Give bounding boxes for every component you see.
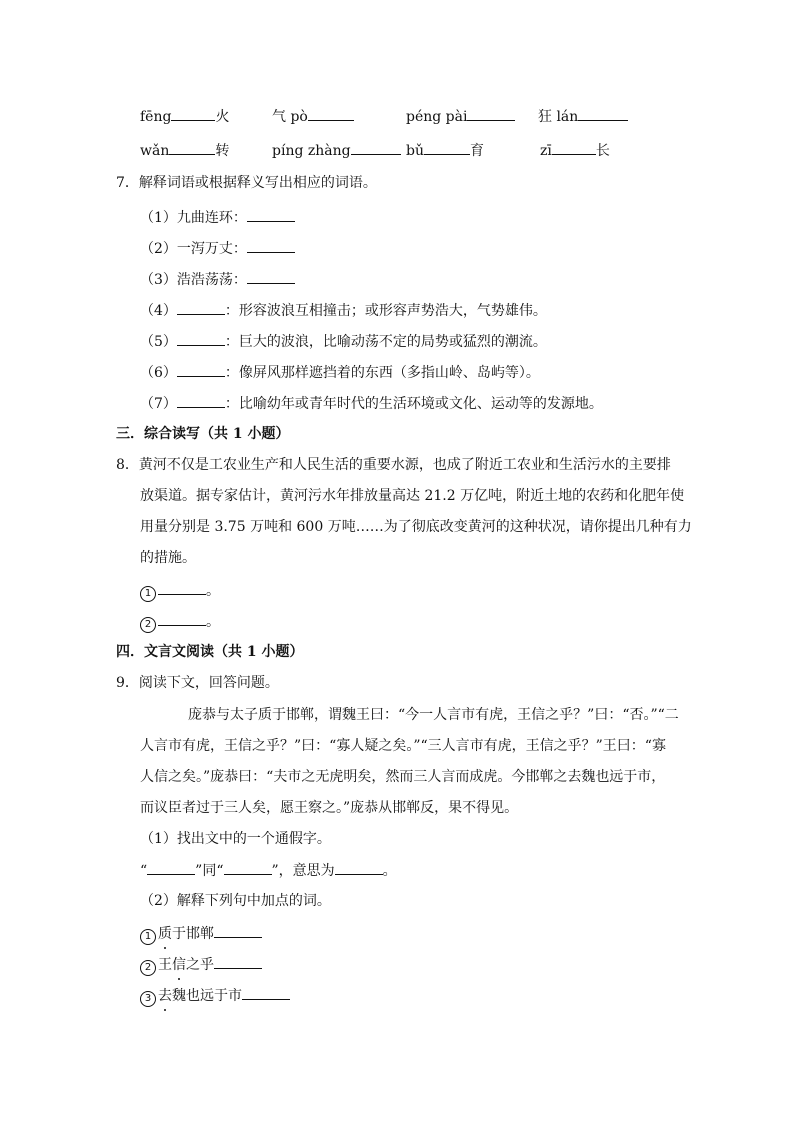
answer-blank[interactable] bbox=[224, 860, 272, 875]
q8-answer: 2 。 bbox=[140, 611, 220, 633]
pinyin-item: fēng 火 bbox=[140, 106, 229, 127]
q7-item: （5） ：巨大的波浪，比喻动荡不定的局势或猛烈的潮流。 bbox=[140, 331, 547, 352]
answer-blank[interactable] bbox=[467, 106, 515, 121]
dotted-character: 信 bbox=[172, 957, 186, 973]
q8-answer: 1 。 bbox=[140, 580, 220, 602]
circled-number: 1 bbox=[140, 586, 156, 602]
answer-blank[interactable] bbox=[578, 106, 628, 121]
pinyin-item: wǎn 转 bbox=[140, 140, 229, 161]
answer-blank[interactable] bbox=[177, 393, 225, 408]
answer-blank[interactable] bbox=[214, 954, 262, 969]
answer-blank[interactable] bbox=[247, 207, 295, 222]
pinyin-item: zī 长 bbox=[540, 140, 610, 161]
answer-blank[interactable] bbox=[308, 106, 354, 121]
answer-blank[interactable] bbox=[177, 362, 225, 377]
q9-sub2-item: 1 质于邯郸 bbox=[140, 923, 262, 945]
section-4-heading: 四．文言文阅读（共 1 小题） bbox=[116, 644, 304, 660]
answer-blank[interactable] bbox=[177, 300, 225, 315]
circled-number: 3 bbox=[140, 991, 156, 1007]
answer-blank[interactable] bbox=[552, 140, 596, 155]
answer-blank[interactable] bbox=[177, 331, 225, 346]
q7-item: （3）浩浩荡荡： bbox=[140, 269, 295, 290]
answer-blank[interactable] bbox=[351, 140, 401, 155]
passage-line: 庞恭与太子质于邯郸，谓魏王曰：“今一人言市有虎，王信之乎？”曰：“否。”“二 bbox=[188, 707, 679, 723]
passage-line: 人言市有虎，王信之乎？”曰：“寡人疑之矣。”“三人言市有虎，王信之乎？”王曰：“寡 bbox=[140, 738, 666, 754]
q8-line: 的措施。 bbox=[140, 550, 196, 566]
pinyin-item: 气 pò bbox=[272, 106, 354, 127]
passage-line: 人信之矣。”庞恭曰：“夫市之无虎明矣，然而三人言而成虎。今邯郸之去魏也远于市， bbox=[140, 769, 666, 785]
q7-item: （7） ：比喻幼年或青年时代的生活环境或文化、运动等的发源地。 bbox=[140, 393, 603, 414]
answer-blank[interactable] bbox=[247, 269, 295, 284]
dotted-character: 质 bbox=[158, 926, 172, 942]
circled-number: 1 bbox=[140, 929, 156, 945]
dotted-character: 去 bbox=[158, 988, 172, 1004]
passage-line: 而议臣者过于三人矣，愿王察之。”庞恭从邯郸反，果不得见。 bbox=[140, 800, 519, 816]
answer-blank[interactable] bbox=[158, 580, 206, 595]
q9-sub2-title: （2）解释下列句中加点的词。 bbox=[140, 893, 331, 909]
question-7-title: 7．解释词语或根据释义写出相应的词语。 bbox=[116, 175, 377, 191]
answer-blank[interactable] bbox=[424, 140, 470, 155]
section-3-heading: 三．综合读写（共 1 小题） bbox=[116, 426, 290, 442]
q7-item: （4） ：形容波浪互相撞击；或形容声势浩大，气势雄伟。 bbox=[140, 300, 547, 321]
q8-line: 放渠道。据专家估计，黄河污水年排放量高达 21.2 万亿吨，附近土地的农药和化肥年使 bbox=[140, 488, 685, 504]
q9-sub1-title: （1）找出文中的一个通假字。 bbox=[140, 831, 331, 847]
q7-item: （6） ：像屏风那样遮挡着的东西（多指山岭、岛屿等）。 bbox=[140, 362, 540, 383]
q9-sub1-answer: “ ”同“ ”，意思为 。 bbox=[140, 860, 397, 881]
pinyin-item: péng pài bbox=[406, 106, 515, 127]
q8-line: 用量分别是 3.75 万吨和 600 万吨……为了彻底改变黄河的这种状况，请你提出几种有力 bbox=[140, 519, 692, 535]
circled-number: 2 bbox=[140, 960, 156, 976]
pinyin-item: 狂 lán bbox=[538, 106, 628, 127]
q7-item: （2）一泻万丈： bbox=[140, 238, 295, 259]
q7-item: （1）九曲连环： bbox=[140, 207, 295, 228]
answer-blank[interactable] bbox=[242, 985, 290, 1000]
answer-blank[interactable] bbox=[169, 140, 215, 155]
answer-blank[interactable] bbox=[335, 860, 383, 875]
answer-blank[interactable] bbox=[158, 611, 206, 626]
pinyin-item: bǔ 育 bbox=[406, 140, 484, 161]
q9-sub2-item: 2 王信之乎 bbox=[140, 954, 262, 976]
answer-blank[interactable] bbox=[147, 860, 195, 875]
question-9-title: 9．阅读下文，回答问题。 bbox=[116, 675, 279, 691]
q9-sub2-item: 3 去魏也远于市 bbox=[140, 985, 290, 1007]
answer-blank[interactable] bbox=[171, 106, 215, 121]
pinyin-item: píng zhàng bbox=[272, 140, 401, 161]
answer-blank[interactable] bbox=[247, 238, 295, 253]
answer-blank[interactable] bbox=[214, 923, 262, 938]
circled-number: 2 bbox=[140, 617, 156, 633]
q8-line: 8．黄河不仅是工农业生产和人民生活的重要水源，也成了附近工农业和生活污水的主要排 bbox=[116, 457, 671, 473]
